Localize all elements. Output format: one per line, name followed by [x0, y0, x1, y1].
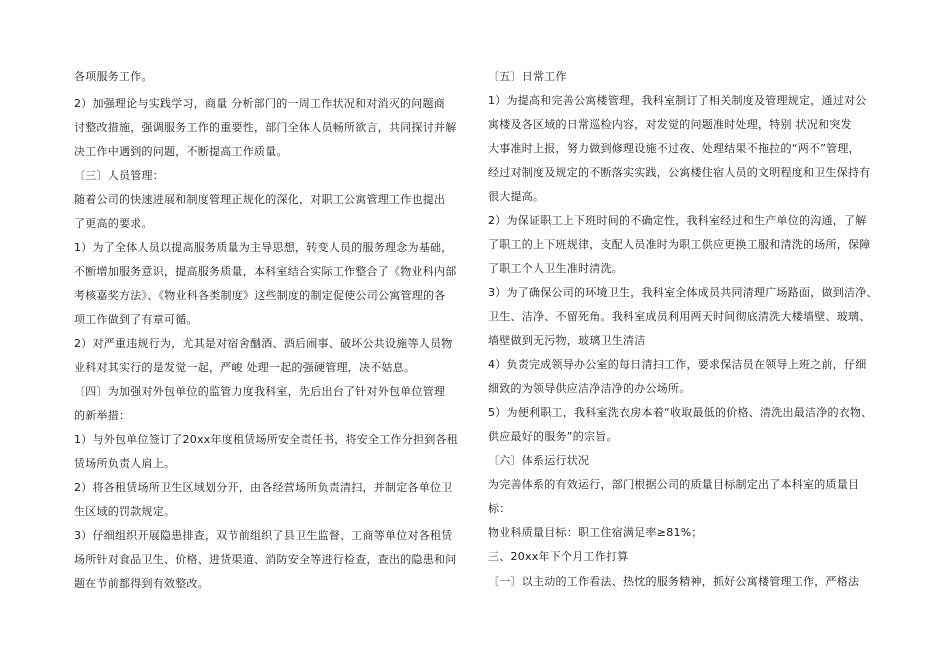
right-column-line: 供应最好的服务”的宗旨。 — [488, 430, 618, 443]
left-column-line: 不断增加服务意识，提高服务质量，本科室结合实际工作整合了《物业科内部 — [74, 265, 457, 278]
left-column-line: 2）加强理论与实践学习，商量 分析部门的一周工作状况和对消灭的问题商 — [74, 97, 445, 110]
right-column-line: 寓楼及各区域的日常巡检内容，对发觉的问题准时处理，特别 状况和突发 — [488, 118, 852, 131]
left-column-line: 各项服务工作。 — [74, 70, 153, 83]
left-column-line: 讨整改措施，强调服务工作的重要性，部门全体人员畅所欲言，共同探讨并解 — [74, 121, 457, 134]
right-column-line: 细致的为领导供应洁净洁净的办公场所。 — [488, 382, 691, 395]
right-column-line: 〔五〕日常工作 — [488, 70, 567, 83]
right-column-line: 4）负责完成领导办公室的每日清扫工作，要求保洁员在领导上班之前，仔细 — [488, 358, 867, 371]
left-column-line: 2）对严重违规行为，尤其是对宿舍酗酒、酒后闹事、破坏公共设施等人员物 — [74, 337, 453, 350]
left-column-line: 生区域的罚款规定。 — [74, 505, 176, 518]
right-column-line: 墙壁做到无污物，玻璃卫生清洁 — [488, 334, 646, 347]
right-column-line: 1）为提高和完善公寓楼管理，我科室制订了相关制度及管理规定，通过对公 — [488, 94, 867, 107]
left-column-line: 考核嘉奖方法》、《物业科各类制度》这些制度的制定促使公司公寓管理的各 — [74, 289, 446, 302]
left-column-line: 〔四〕为加强对外包单位的监管力度我科室，先后出台了针对外包单位管理 — [74, 385, 446, 398]
right-column-line: 很大提高。 — [488, 190, 545, 203]
left-column-line: 〔三〕人员管理： — [74, 169, 164, 182]
right-column-line: 物业科质量目标：职工住宿满足率≥81%； — [488, 526, 703, 539]
left-column-line: 2）将各租赁场所卫生区域划分开，由各经营场所负责清扫，并制定各单位卫 — [74, 481, 453, 494]
right-column-line: 了职工的上下班规律，支配人员准时为职工供应更换工服和清洗的场所，保障 — [488, 238, 871, 251]
left-column-line: 业科对其实行的是发觉一起，严峻 处理一起的强硬管理，决不姑息。 — [74, 361, 416, 374]
left-column-line: 题在节前都得到有效整改。 — [74, 577, 209, 590]
right-column-line: 三、20xx年下个月工作打算 — [488, 550, 629, 563]
left-column-line: 了更高的要求。 — [74, 217, 153, 230]
right-column-line: 卫生、洁净、不留死角。我科室成员利用两天时间彻底清洗大楼墙壁、玻璃、 — [488, 310, 871, 323]
left-column-line: 1）与外包单位签订了20xx年度租赁场所安全责任书，将安全工作分担到各租 — [74, 433, 459, 446]
right-column-line: 了职工个人卫生准时清洗。 — [488, 262, 623, 275]
left-column-line: 场所针对食品卫生、价格、进货渠道、消防安全等进行检查，查出的隐患和问 — [74, 553, 457, 566]
right-column-line: 3）为了确保公司的环境卫生，我科室全体成员共同清理广场路面，做到洁净、 — [488, 286, 878, 299]
right-column-line: 标： — [488, 502, 511, 515]
right-column-line: 〔六〕体系运行状况 — [488, 454, 590, 467]
left-column-line: 决工作中遇到的问题，不断提高工作质量。 — [74, 145, 288, 158]
left-column-line: 随着公司的快速进展和制度管理正规化的深化，对职工公寓管理工作也提出 — [74, 193, 446, 206]
right-column-line: 大事准时上报，努力做到修理设施不过夜、处理结果不拖拉的“两不”管理， — [488, 142, 860, 155]
left-column-line: 的新举措： — [74, 409, 131, 422]
right-column-line: 为完善体系的有效运行，部门根据公司的质量目标制定出了本科室的质量目 — [488, 478, 860, 491]
right-column-line: 经过对制度及规定的不断落实实践，公寓楼住宿人员的文明程度和卫生保持有 — [488, 166, 871, 179]
right-column-line: 2）为保证职工上下班时间的不确定性，我科室经过和生产单位的沟通，了解 — [488, 214, 867, 227]
left-column-line: 项工作做到了有章可循。 — [74, 313, 198, 326]
left-column-line: 1）为了全体人员以提高服务质量为主导思想，转变人员的服务理念为基础， — [74, 241, 453, 254]
right-column-line: 5）为便利职工，我科室洗衣房本着“收取最低的价格、清洗出最洁净的衣物、 — [488, 406, 873, 419]
left-column-line: 赁场所负责人肩上。 — [74, 457, 176, 470]
right-column-line: 〔一〕以主动的工作看法、热忱的服务精神，抓好公寓楼管理工作，严格法 — [488, 575, 860, 588]
left-column-line: 3）仔细组织开展隐患排查，双节前组织了县卫生监督、工商等单位对各租赁 — [74, 529, 453, 542]
